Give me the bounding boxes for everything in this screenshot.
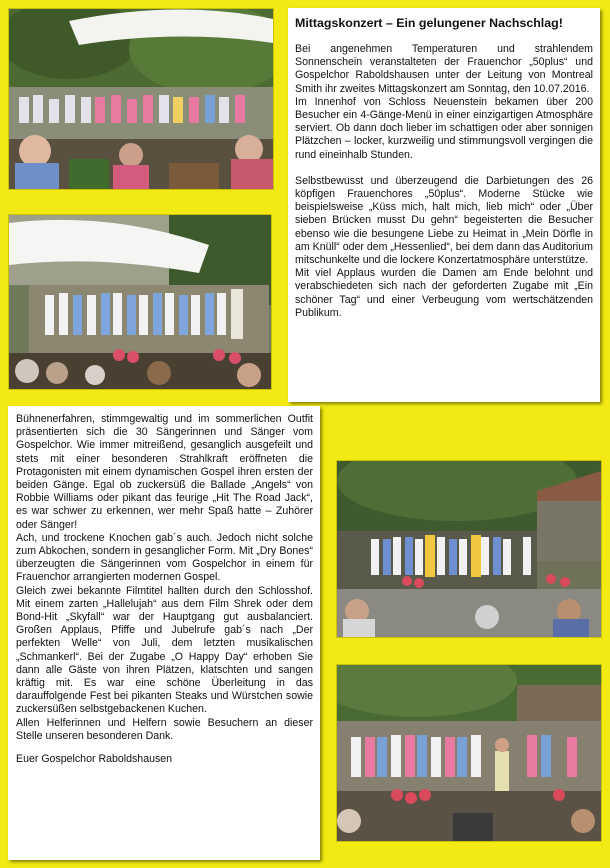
article-paragraph: Mit viel Applaus wurden die Damen am Ende belohnt und verabschiedeten sich nach der geforderten Zugabe mit „Ein schöner Tag“ und einer Verbeugung vom wertschätzenden Publikum. (295, 267, 593, 319)
article-paragraph: Im Innenhof von Schloss Neuenstein bekamen über 200 Besucher ein 4-Gänge-Menü in einer einzigartigen Atmosphäre serviert. Ob dann doch lieber im schattigen oder aber sonnigen Plätzchen – locker, kurzweilig und stimmungsvoll vergingen die rund eineinhalb Stunden. (295, 95, 593, 161)
article-continuation-box (8, 406, 320, 860)
article-paragraph: Bühnenerfahren, stimmgewaltig und im sommerlichen Outfit präsentierten sich die 30 Sängerinnen und Sänger vom Gospelchor. Wie immer mitreißend, gesanglich ausgefeilt und stets mit einer besonderen Strahlkraft eröffneten die Protagonisten mit einem dynamischen Gospel ihren ersten der beiden Gänge. Egal ob zuckersüß die Ballade „Angels“ von Robbie Williams oder pikant das feurige „Hit The Road Jack“, es war schwer zu erkennen, wer mehr Spaß hatte – Zuhörer oder Sänger! (16, 413, 313, 531)
concert-photo-3 (336, 460, 602, 638)
article-paragraph: Allen Helferinnen und Helfern sowie Besuchern an dieser Stelle unseren besonderen Dank. (16, 716, 313, 742)
concert-photo-4 (336, 664, 602, 842)
concert-photo-1 (8, 8, 274, 190)
article-paragraph: Selbstbewusst und überzeugend die Darbietungen des 26 köpfigen Frauenchores „50plus“. Moderne Stücke wie beispielsweise „Küss mich, halt mich, lieb mich“ oder „Über sieben Brücken musst Du gehn“ begeisterten die Besucher ebenso wie die besungene Liebe zu Heimat in „Mein Dörfle in am Knüll“ oder dem „Hessenlied“, bei dem dann das Auditorium mitschunkelte und die lockere Konzertatmosphäre unterstütze. (295, 174, 593, 267)
concert-photo-2 (8, 214, 272, 390)
article-paragraph: Gleich zwei bekannte Filmtitel hallten durch den Schlosshof. Mit einem zarten „Hallelujah“ aus dem Film Shrek oder dem Bond-Hit „Skyfall“ war der Hauptgang gut ausbalanciert. Großen Applaus, Pfiffe und Jubelrufe gab´s nach „Der perfekten Welle“ von Juli, dem letzten musikalischen „Schmankerl“. Bei der Zugabe „O Happy Day“ erhoben Sie dann alle Gäste von ihren Plätzen, klatschten und sangen kräftig mit. Es war eine schöne Überleitung in das darauffolgende Fest bei pikanten Steaks und Würstchen sowie zuckersüßen selbstgebackenen Kuchen. (16, 584, 313, 716)
article-title: Mittagskonzert – Ein gelungener Nachschlag! (295, 16, 563, 30)
article-paragraph: Ach, und trockene Knochen gab´s auch. Jedoch nicht solche zum Abkochen, sondern in gesanglicher Form. Mit „Dry Bones“ überzeugten die Sängerinnen vom Gospelchor in einem für Frauenchor arrangierten modernen Gospel. (16, 531, 313, 584)
article-paragraph: Bei angenehmen Temperaturen und strahlendem Sonnenschein veranstalteten der Frauenchor „50plus“ und Gospelchor Raboldshausen unter der Leitung von Montreal Smith ihr zweites Mittagskonzert am Sonntag, den 10.07.2016. (295, 43, 593, 95)
article-signature: Euer Gospelchor Raboldshausen (16, 753, 173, 766)
article-intro-box (288, 8, 600, 402)
